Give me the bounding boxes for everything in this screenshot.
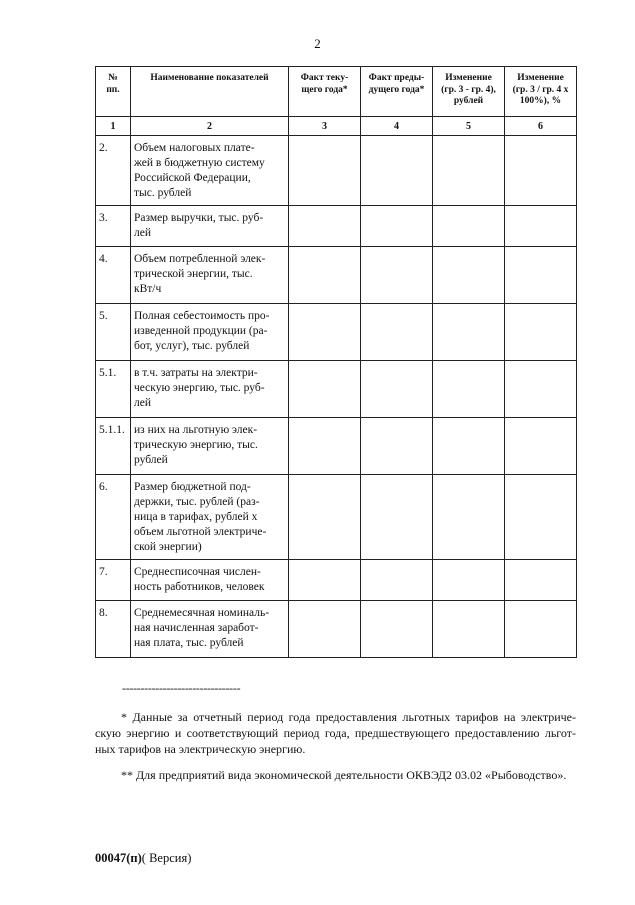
value-cell[interactable] [433, 206, 505, 247]
form-code-version: ( Версия) [141, 851, 192, 865]
column-numbers-row [96, 117, 577, 136]
value-cell[interactable] [361, 475, 433, 560]
value-cell[interactable] [361, 601, 433, 658]
column-number-5: 5 [433, 117, 505, 136]
indicator-name: из них на льготную элек- трическую энергию, тыс. рублей [131, 418, 289, 475]
value-cell[interactable] [361, 361, 433, 418]
form-code-number: 00047(п) [95, 851, 142, 865]
indicator-name: Размер выручки, тыс. руб- лей [131, 206, 289, 247]
table-header-row [96, 67, 577, 117]
table-row [96, 304, 577, 361]
column-header-2: Наименование показателей [131, 67, 289, 117]
value-cell[interactable] [505, 601, 577, 658]
value-cell[interactable] [289, 560, 361, 601]
row-number: 5.1.1. [96, 418, 131, 475]
column-number-6: 6 [505, 117, 577, 136]
footnote-1-text: * Данные за отчетный период года предоставления льготных тарифов на электриче-скую энергию и соответствующий период года, предшествующего предоставлению льгот-ных тарифов на электрическую энергию. [95, 710, 576, 756]
row-number: 4. [96, 247, 131, 304]
value-cell[interactable] [505, 560, 577, 601]
form-code [95, 851, 191, 866]
value-cell[interactable] [505, 418, 577, 475]
footnote-2-text: ** Для предприятий вида экономической деятельности ОКВЭД2 03.02 «Рыбоводство». [121, 768, 567, 782]
indicators-table [95, 66, 577, 658]
value-cell[interactable] [289, 601, 361, 658]
indicator-name: Среднемесячная номиналь- ная начисленная заработ- ная плата, тыс. рублей [131, 601, 289, 658]
value-cell[interactable] [433, 304, 505, 361]
row-number: 5. [96, 304, 131, 361]
value-cell[interactable] [433, 247, 505, 304]
value-cell[interactable] [505, 475, 577, 560]
row-number: 7. [96, 560, 131, 601]
value-cell[interactable] [361, 304, 433, 361]
indicator-name: Полная себестоимость про- изведенной продукции (ра- бот, услуг), тыс. рублей [131, 304, 289, 361]
value-cell[interactable] [505, 361, 577, 418]
page-number: 2 [314, 36, 321, 51]
table-row [96, 136, 577, 206]
value-cell[interactable] [361, 206, 433, 247]
column-number-2: 2 [131, 117, 289, 136]
table-row [96, 247, 577, 304]
column-header-4: Факт преды- дущего года* [361, 67, 433, 117]
row-number: 5.1. [96, 361, 131, 418]
row-number: 6. [96, 475, 131, 560]
table-row [96, 361, 577, 418]
row-number: 2. [96, 136, 131, 206]
value-cell[interactable] [433, 601, 505, 658]
value-cell[interactable] [505, 136, 577, 206]
column-header-5: Изменение (гр. 3 - гр. 4), рублей [433, 67, 505, 117]
column-number-1: 1 [96, 117, 131, 136]
value-cell[interactable] [433, 560, 505, 601]
value-cell[interactable] [361, 418, 433, 475]
value-cell[interactable] [433, 136, 505, 206]
column-number-3: 3 [289, 117, 361, 136]
indicator-name: Объем потребленной элек- трической энергии, тыс. кВт/ч [131, 247, 289, 304]
value-cell[interactable] [505, 304, 577, 361]
value-cell[interactable] [289, 475, 361, 560]
footnote-2 [95, 767, 576, 783]
value-cell[interactable] [289, 136, 361, 206]
column-header-6: Изменение (гр. 3 / гр. 4 х 100%), % [505, 67, 577, 117]
table-row [96, 475, 577, 560]
indicator-name: Размер бюджетной под- держки, тыс. рублей (раз- ница в тарифах, рублей х объем льготной электриче- ской энергии) [131, 475, 289, 560]
value-cell[interactable] [505, 247, 577, 304]
value-cell[interactable] [505, 206, 577, 247]
value-cell[interactable] [289, 361, 361, 418]
value-cell[interactable] [433, 418, 505, 475]
table-row [96, 601, 577, 658]
column-header-3: Факт теку- щего года* [289, 67, 361, 117]
footnote-separator: -------------------------------- [122, 681, 241, 695]
column-number-4: 4 [361, 117, 433, 136]
table-row [96, 560, 577, 601]
value-cell[interactable] [289, 418, 361, 475]
value-cell[interactable] [433, 475, 505, 560]
table-row [96, 206, 577, 247]
value-cell[interactable] [361, 560, 433, 601]
footnote-1 [95, 709, 576, 757]
indicator-name: в т.ч. затраты на электри- ческую энергию, тыс. руб- лей [131, 361, 289, 418]
value-cell[interactable] [289, 247, 361, 304]
value-cell[interactable] [361, 136, 433, 206]
value-cell[interactable] [289, 304, 361, 361]
column-header-1: № пп. [96, 67, 131, 117]
row-number: 8. [96, 601, 131, 658]
value-cell[interactable] [433, 361, 505, 418]
value-cell[interactable] [289, 206, 361, 247]
table-row [96, 418, 577, 475]
indicator-name: Среднесписочная числен- ность работников, человек [131, 560, 289, 601]
table-body [96, 117, 577, 658]
value-cell[interactable] [361, 247, 433, 304]
indicator-name: Объем налоговых плате- жей в бюджетную систему Российской Федерации, тыс. рублей [131, 136, 289, 206]
row-number: 3. [96, 206, 131, 247]
